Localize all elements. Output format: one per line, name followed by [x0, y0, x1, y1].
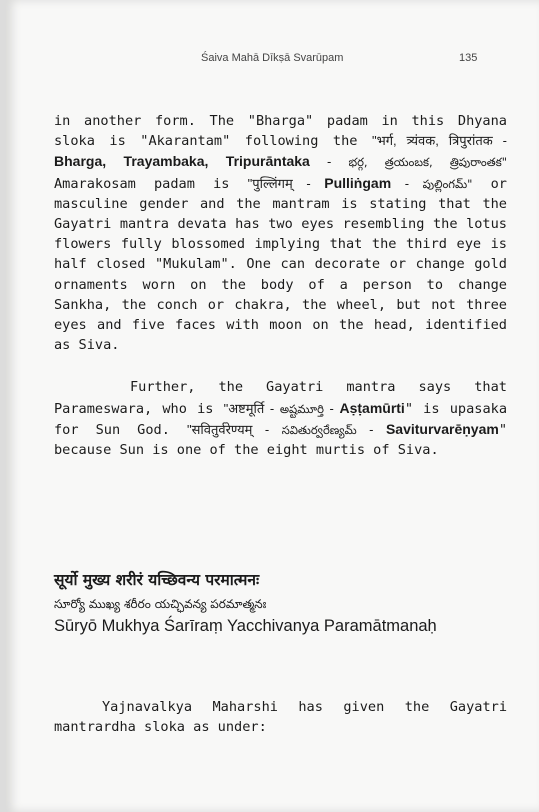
p1-devanagari-2: "पुल्लिंगम् - — [247, 175, 325, 191]
running-title: Śaiva Mahā Dīkṣā Svarūpam — [201, 52, 344, 64]
p1-dash-2: - — [391, 175, 423, 191]
p2-telugu-1: అష్టమూర్తి — [279, 401, 324, 416]
verse-transliteration: Sūryō Mukhya Śarīraṃ Yacchivanya Paramātmanaḥ — [54, 617, 437, 635]
closing-text — [54, 697, 507, 737]
verse-heading — [54, 567, 507, 637]
p2-dash-2: - — [356, 421, 386, 437]
verse-telugu: సూర్యో ముఖ్య శరీరం యచ్ఛివన్య పరమాత్మనః — [54, 597, 267, 611]
p2-telugu-2: సవితుర్వరేణ్యమ్ — [281, 422, 357, 437]
p1-text-1: in another form. The "Bharga" padam in this Dhyana sloka is "Akarantam" following the — [54, 113, 507, 150]
p1-bold-1: Bharga, Trayambaka, Tripurāntaka — [54, 153, 310, 170]
p2-bold-2: Saviturvarēṇyam — [385, 420, 499, 437]
paragraph-2 — [54, 377, 507, 460]
p2-devanagari-1: "अष्टमूर्ति - — [223, 400, 280, 416]
paragraph-1 — [54, 111, 507, 355]
p1-dash-1: - — [309, 154, 349, 170]
p2-dash-1: - — [323, 400, 340, 416]
p1-telugu-1: భర్గ, త్రయంబక, త్రిపురాంతక" — [348, 155, 508, 170]
verse-devanagari: सूर्यो मुख्य शरीरं यच्छिवन्य परमात्मनः — [54, 571, 260, 589]
p1-text-3: or masculine gender and the mantram is stating that the Gayatri mantra devata has two eyes resembling the lotus flowers fully blossomed implying that the third eye is half closed "Mukulam". One can decorate or change gold ornaments worn on the body of a person to change Sankha, the conch or chakra, the wheel, but not three eyes and five faces with moon on the head, identified as Siva. — [54, 175, 507, 354]
body-text — [54, 111, 507, 460]
p2-devanagari-2: "सवितुर्वरेण्यम् - — [186, 421, 282, 437]
p2-text-2: " is upasaka for Sun God. — [54, 400, 508, 438]
p2-text-1: Further, the Gayatri mantra says that Parameswara, who is — [54, 379, 507, 417]
p1-devanagari-1: "भर्ग, त्र्यंवक, त्रिपुरांतक - — [371, 133, 507, 149]
p2-bold-1: Aṣṭamūrti — [339, 399, 405, 416]
paragraph-3: Yajnavalkya Maharshi has given the Gayatri mantrardha sloka as under: — [54, 699, 507, 736]
p1-telugu-2: పుల్లింగమ్" — [422, 176, 473, 191]
p2-text-3: " because Sun is one of the eight murtis of Siva. — [54, 421, 507, 459]
page-number: 135 — [459, 52, 478, 64]
p1-text-2: Amarakosam padam is — [54, 175, 248, 192]
book-page — [6, 0, 539, 812]
p1-bold-2: Pulliṅgam — [324, 174, 392, 191]
